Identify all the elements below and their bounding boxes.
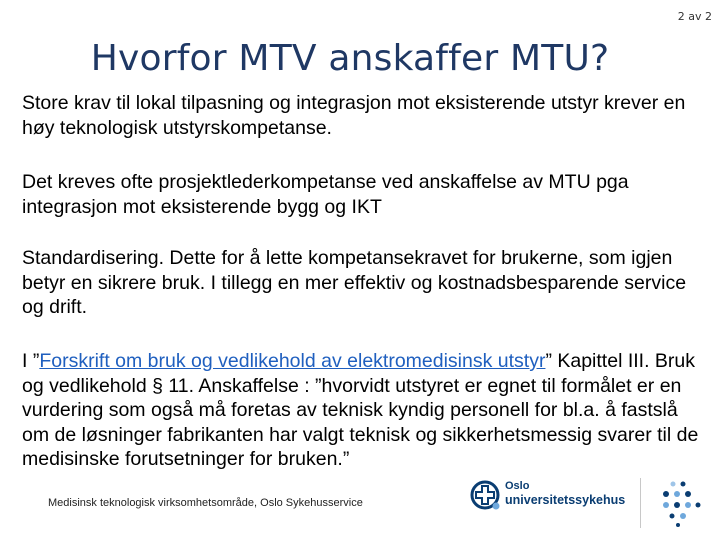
footer-text: Medisinsk teknologisk virksomhetsområde, Oslo Sykehusservice (48, 497, 363, 509)
regulation-link[interactable]: Forskrift om bruk og vedlikehold av elektromedisinsk utstyr (39, 350, 546, 372)
logo-line2: universitetssykehus (505, 493, 626, 507)
paragraph-local-adaptation: Store krav til lokal tilpasning og integrasjon mot eksisterende utstyr krever en høy teknologisk utstyrskompetanse. (22, 92, 686, 139)
slide-title: Hvorfor MTV anskaffer MTU? (90, 38, 610, 79)
oslo-logo (470, 480, 626, 516)
paragraph-regulation (22, 349, 702, 472)
regulation-text: ” Kapittel III. Bruk og vedlikehold § 11. Anskaffelse : ”hvorvidt utstyret er egnet til formålet er en vurdering som også må foretas av teknisk kyndig personell for bl.a. å fastslå om de løsninger fabrikanten har valgt teknisk og sikkerhetsmessig svarer til de medisinske forutsetninger for bruken.” (22, 350, 699, 470)
logo-line1: Oslo (505, 480, 530, 492)
dots-pattern-icon (660, 478, 710, 528)
regulation-prefix: I ” (22, 350, 40, 372)
paragraph-project-management: Det kreves ofte prosjektlederkompetanse ved anskaffelse av MTU pga integrasjon mot eksisterende bygg og IKT (22, 171, 629, 218)
footer-divider (640, 478, 641, 528)
paragraph-standardization: Standardisering. Dette for å lette kompetansekravet for brukerne, som igjen betyr en sikrere bruk. I tillegg en mer effektiv og kostnadsbesparende service og drift. (22, 247, 687, 318)
page-number: 2 av 2 (677, 10, 712, 23)
oslo-logo-cross-icon (470, 480, 500, 510)
